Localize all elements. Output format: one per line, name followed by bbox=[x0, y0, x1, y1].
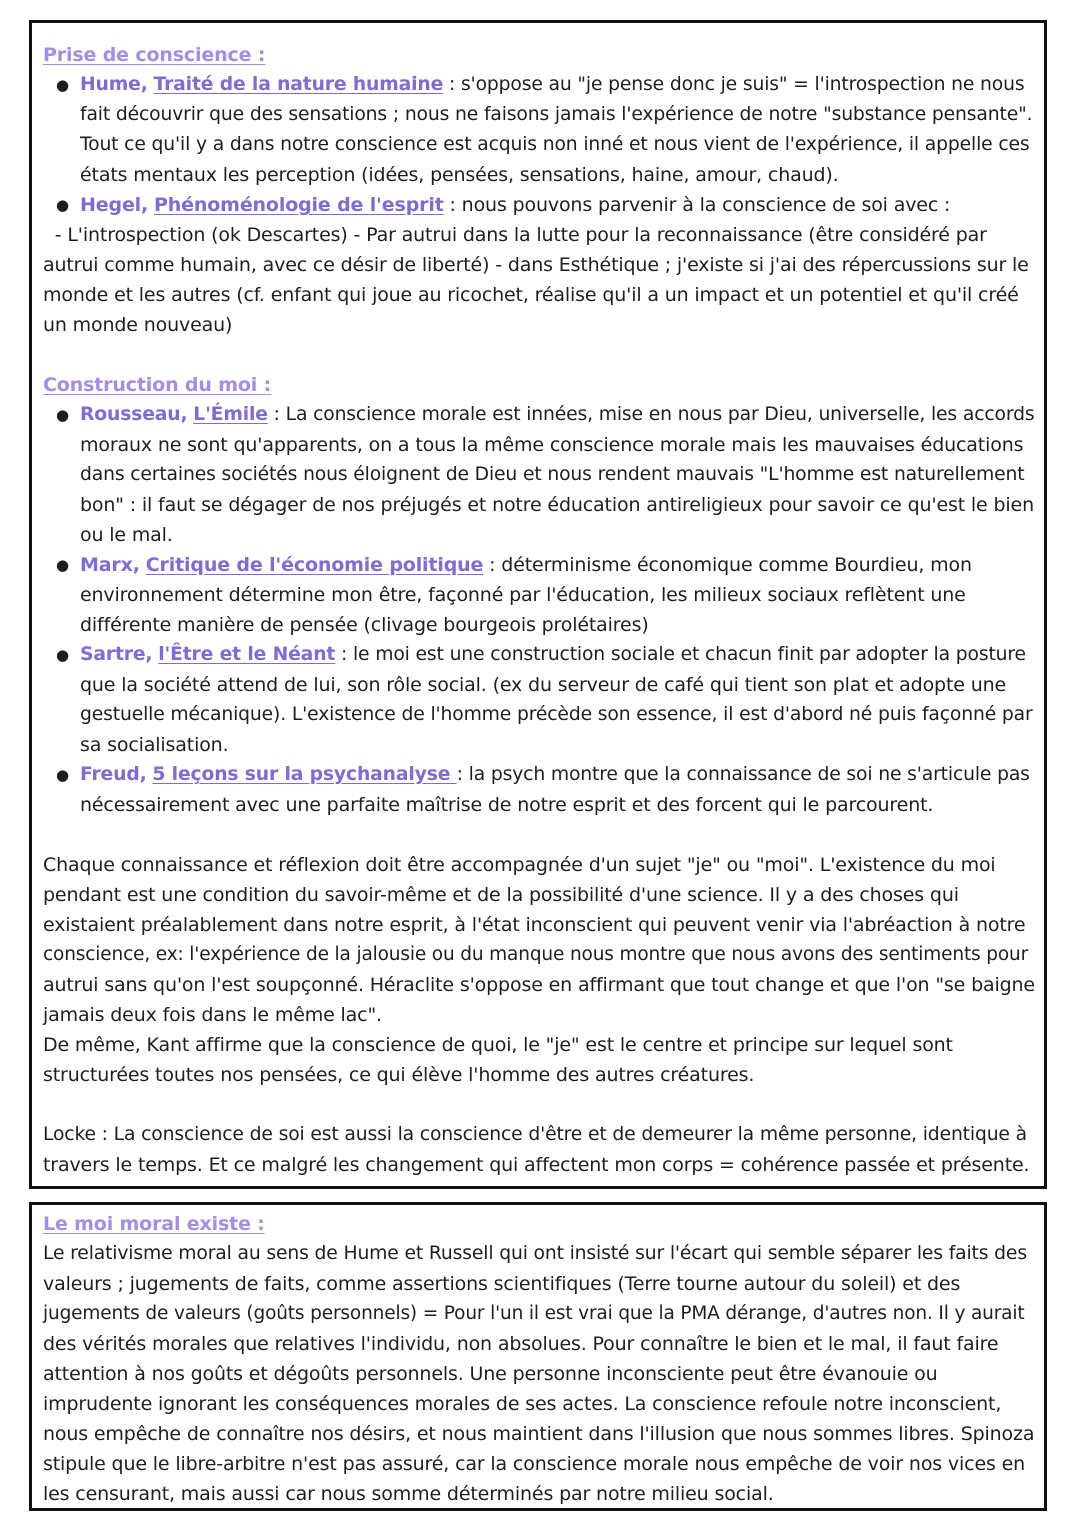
text-line: Chaque connaissance et réflexion doit être accompagnée d'un sujet "je" ou "moi". L'existence du moi bbox=[43, 854, 996, 876]
text-line: Le relativisme moral au sens de Hume et Russell qui ont insisté sur l'écart qui semble séparer les faits des bbox=[43, 1243, 1027, 1264]
text-line: stipule que le libre-arbitre n'est pas assuré, car la conscience morale nous empêche de voir nos vices en bbox=[43, 1453, 1026, 1475]
text-line: autrui comme humain, avec ce désir de liberté) - dans Esthétique ; j'existe si j'ai des répercussions sur le bbox=[43, 254, 1029, 276]
notes-box-conscience bbox=[29, 20, 1047, 1189]
text-line: gestuelle mécanique). L'existence de l'homme précède son essence, il est d'abord né puis façonné par bbox=[80, 704, 1033, 725]
bullet-dot: ● bbox=[56, 406, 69, 424]
text-line: jamais deux fois dans le même lac". bbox=[43, 1004, 382, 1026]
text-line: attention à nos goûts et dégoûts personnels. Une personne inconsciente peut être évanouie ou bbox=[43, 1363, 938, 1385]
text-line: pendant est une condition du savoir-même et de la possibilité d'une science. Il y a des choses qui bbox=[43, 884, 959, 906]
bullet-hegel: ● Hegel, Phénoménologie de l'esprit : nous pouvons parvenir à la conscience de soi avec : bbox=[43, 190, 1034, 220]
text-line: un monde nouveau) bbox=[43, 314, 233, 336]
work-hegel: Phénoménologie de l'esprit bbox=[154, 194, 444, 216]
spacer bbox=[43, 1090, 1034, 1120]
heading-moi-moral: Le moi moral existe : bbox=[43, 1213, 265, 1235]
text-line: imprudente ignorant les conséquences morales de ses actes. La conscience refoule notre inconscient, bbox=[43, 1393, 1002, 1415]
text-line: moraux ne sont qu'apparents, on a tous la même conscience morale mais les mauvaises éducations bbox=[80, 434, 1024, 456]
work-sartre: l'Être et le Néant bbox=[158, 644, 336, 665]
text-line: différente manière de pensée (clivage bourgeois prolétaires) bbox=[80, 614, 649, 636]
text-line: structurées toutes nos pensées, ce qui élève l'homme des autres créatures. bbox=[43, 1064, 755, 1086]
text-line: existaient préalablement dans notre esprit, à l'état inconscient qui peuvent venir via l'abréaction à notre bbox=[43, 914, 1026, 936]
text-line: autrui sans qu'on l'est soupçonné. Héraclite s'oppose en affirmant que tout change et que l'on "se baigne bbox=[43, 974, 1035, 996]
bullet-rousseau: ● Rousseau, L'Émile : La conscience morale est innées, mise en nous par Dieu, universelle, les accords bbox=[43, 400, 1034, 430]
text-line: valeurs ; jugements de faits, comme assertions scientifiques (Terre tourne autour du soleil) et des bbox=[43, 1273, 961, 1295]
text-line: que la société attend de lui, son rôle social. (ex du serveur de café qui tient son plat et adopte une bbox=[80, 674, 1007, 696]
text-line: bon" : il faut se dégager de nos préjugés et notre éducation antireligieux pour savoir ce qu'est le bien bbox=[80, 494, 1034, 516]
paragraph-moi bbox=[43, 850, 1034, 1090]
text-line: ou le mal. bbox=[80, 524, 173, 546]
paragraph-locke bbox=[43, 1120, 1034, 1180]
bullet-dot: ● bbox=[56, 76, 69, 94]
text-line: les censurant, mais aussi car nous somme déterminés par notre milieu social. bbox=[43, 1483, 774, 1505]
text-line: Tout ce qu'il y a dans notre conscience est acquis non inné et nous vient de l'expérience, il appelle ces bbox=[80, 134, 1030, 155]
bullet-dot: ● bbox=[56, 646, 69, 664]
bullet-dot: ● bbox=[56, 196, 69, 214]
author-sartre: Sartre, bbox=[80, 644, 153, 665]
text-line: des vérités morales que relatives l'individu, non absolues. Pour connaître le bien et le mal, il faut faire bbox=[43, 1333, 999, 1355]
author-rousseau: Rousseau, bbox=[80, 404, 188, 425]
text-line: jugements de valeurs (goûts personnels) = Pour l'un il est vrai que la PMA dérange, d'autres non. Il y aurait bbox=[43, 1303, 1025, 1324]
bullet-freud: ● Freud, 5 leçons sur la psychanalyse : la psych montre que la connaissance de soi ne s'articule pas bbox=[43, 760, 1034, 790]
spacer bbox=[43, 340, 1034, 370]
text-line: sa socialisation. bbox=[80, 734, 229, 756]
heading-prise-de-conscience: Prise de conscience : bbox=[43, 44, 266, 66]
text-line: environnement détermine mon être, façonné par l'éducation, les milieux sociaux reflètent une bbox=[80, 584, 966, 606]
work-marx: Critique de l'économie politique bbox=[145, 554, 484, 576]
text-line: De même, Kant affirme que la conscience de quoi, le "je" est le centre et principe sur lequel sont bbox=[43, 1034, 953, 1056]
author-hume: Hume, bbox=[80, 74, 148, 95]
text-line: travers le temps. Et ce malgré les changement qui affectent mon corps = cohérence passée et présente. bbox=[43, 1154, 1030, 1176]
spacer bbox=[43, 820, 1034, 850]
text-line: nous empêche de connaître nos désirs, et nous maintient dans l'illusion que nous sommes libres. Spinoza bbox=[43, 1423, 1035, 1445]
bullet-hume: ● Hume, Traité de la nature humaine : s'oppose au "je pense donc je suis" = l'introspection ne nous bbox=[43, 70, 1034, 100]
text-line: monde et les autres (cf. enfant qui joue au ricochet, réalise qu'il a un impact et un potentiel et qu'il créé bbox=[43, 284, 1019, 306]
text-line: fait découvrir que des sensations ; nous ne faisons jamais l'expérience de notre "substance pensante". bbox=[80, 104, 1033, 125]
text-line: Locke : La conscience de soi est aussi la conscience d'être et de demeurer la même personne, identique à bbox=[43, 1124, 1027, 1145]
heading-construction-du-moi: Construction du moi : bbox=[43, 374, 272, 396]
bullet-dot: ● bbox=[56, 556, 69, 574]
text-line: - L'introspection (ok Descartes) - Par autrui dans la lutte pour la reconnaissance (être considéré par bbox=[43, 224, 987, 246]
bullet-marx: ● Marx, Critique de l'économie politique : déterminisme économique comme Bourdieu, mon bbox=[43, 550, 1034, 580]
work-hume: Traité de la nature humaine bbox=[153, 74, 444, 95]
bullet-sartre: ● Sartre, l'Être et le Néant : le moi est une construction sociale et chacun finit par adopter la posture bbox=[43, 640, 1034, 670]
work-freud: 5 leçons sur la psychanalyse bbox=[152, 764, 457, 785]
bullet-dot: ● bbox=[56, 766, 69, 784]
text-line: conscience, ex: l'expérience de la jalousie ou du manque nous montre que nous avons des sentiments pour bbox=[43, 944, 1029, 965]
text-line: états mentaux les perception (idées, pensées, sensations, haine, amour, chaud). bbox=[80, 164, 839, 186]
author-marx: Marx, bbox=[80, 554, 140, 576]
text-line: dans certaines sociétés nous éloignent de Dieu et nous rendent mauvais "L'homme est naturellement bbox=[80, 464, 1025, 485]
notes-box-moi-moral bbox=[29, 1202, 1047, 1511]
text-line: nécessairement avec une parfaite maîtrise de notre esprit et des forcent qui le parcourent. bbox=[80, 794, 934, 816]
author-freud: Freud, bbox=[80, 764, 147, 785]
author-hegel: Hegel, bbox=[80, 194, 149, 216]
work-rousseau: L'Émile bbox=[193, 404, 268, 425]
